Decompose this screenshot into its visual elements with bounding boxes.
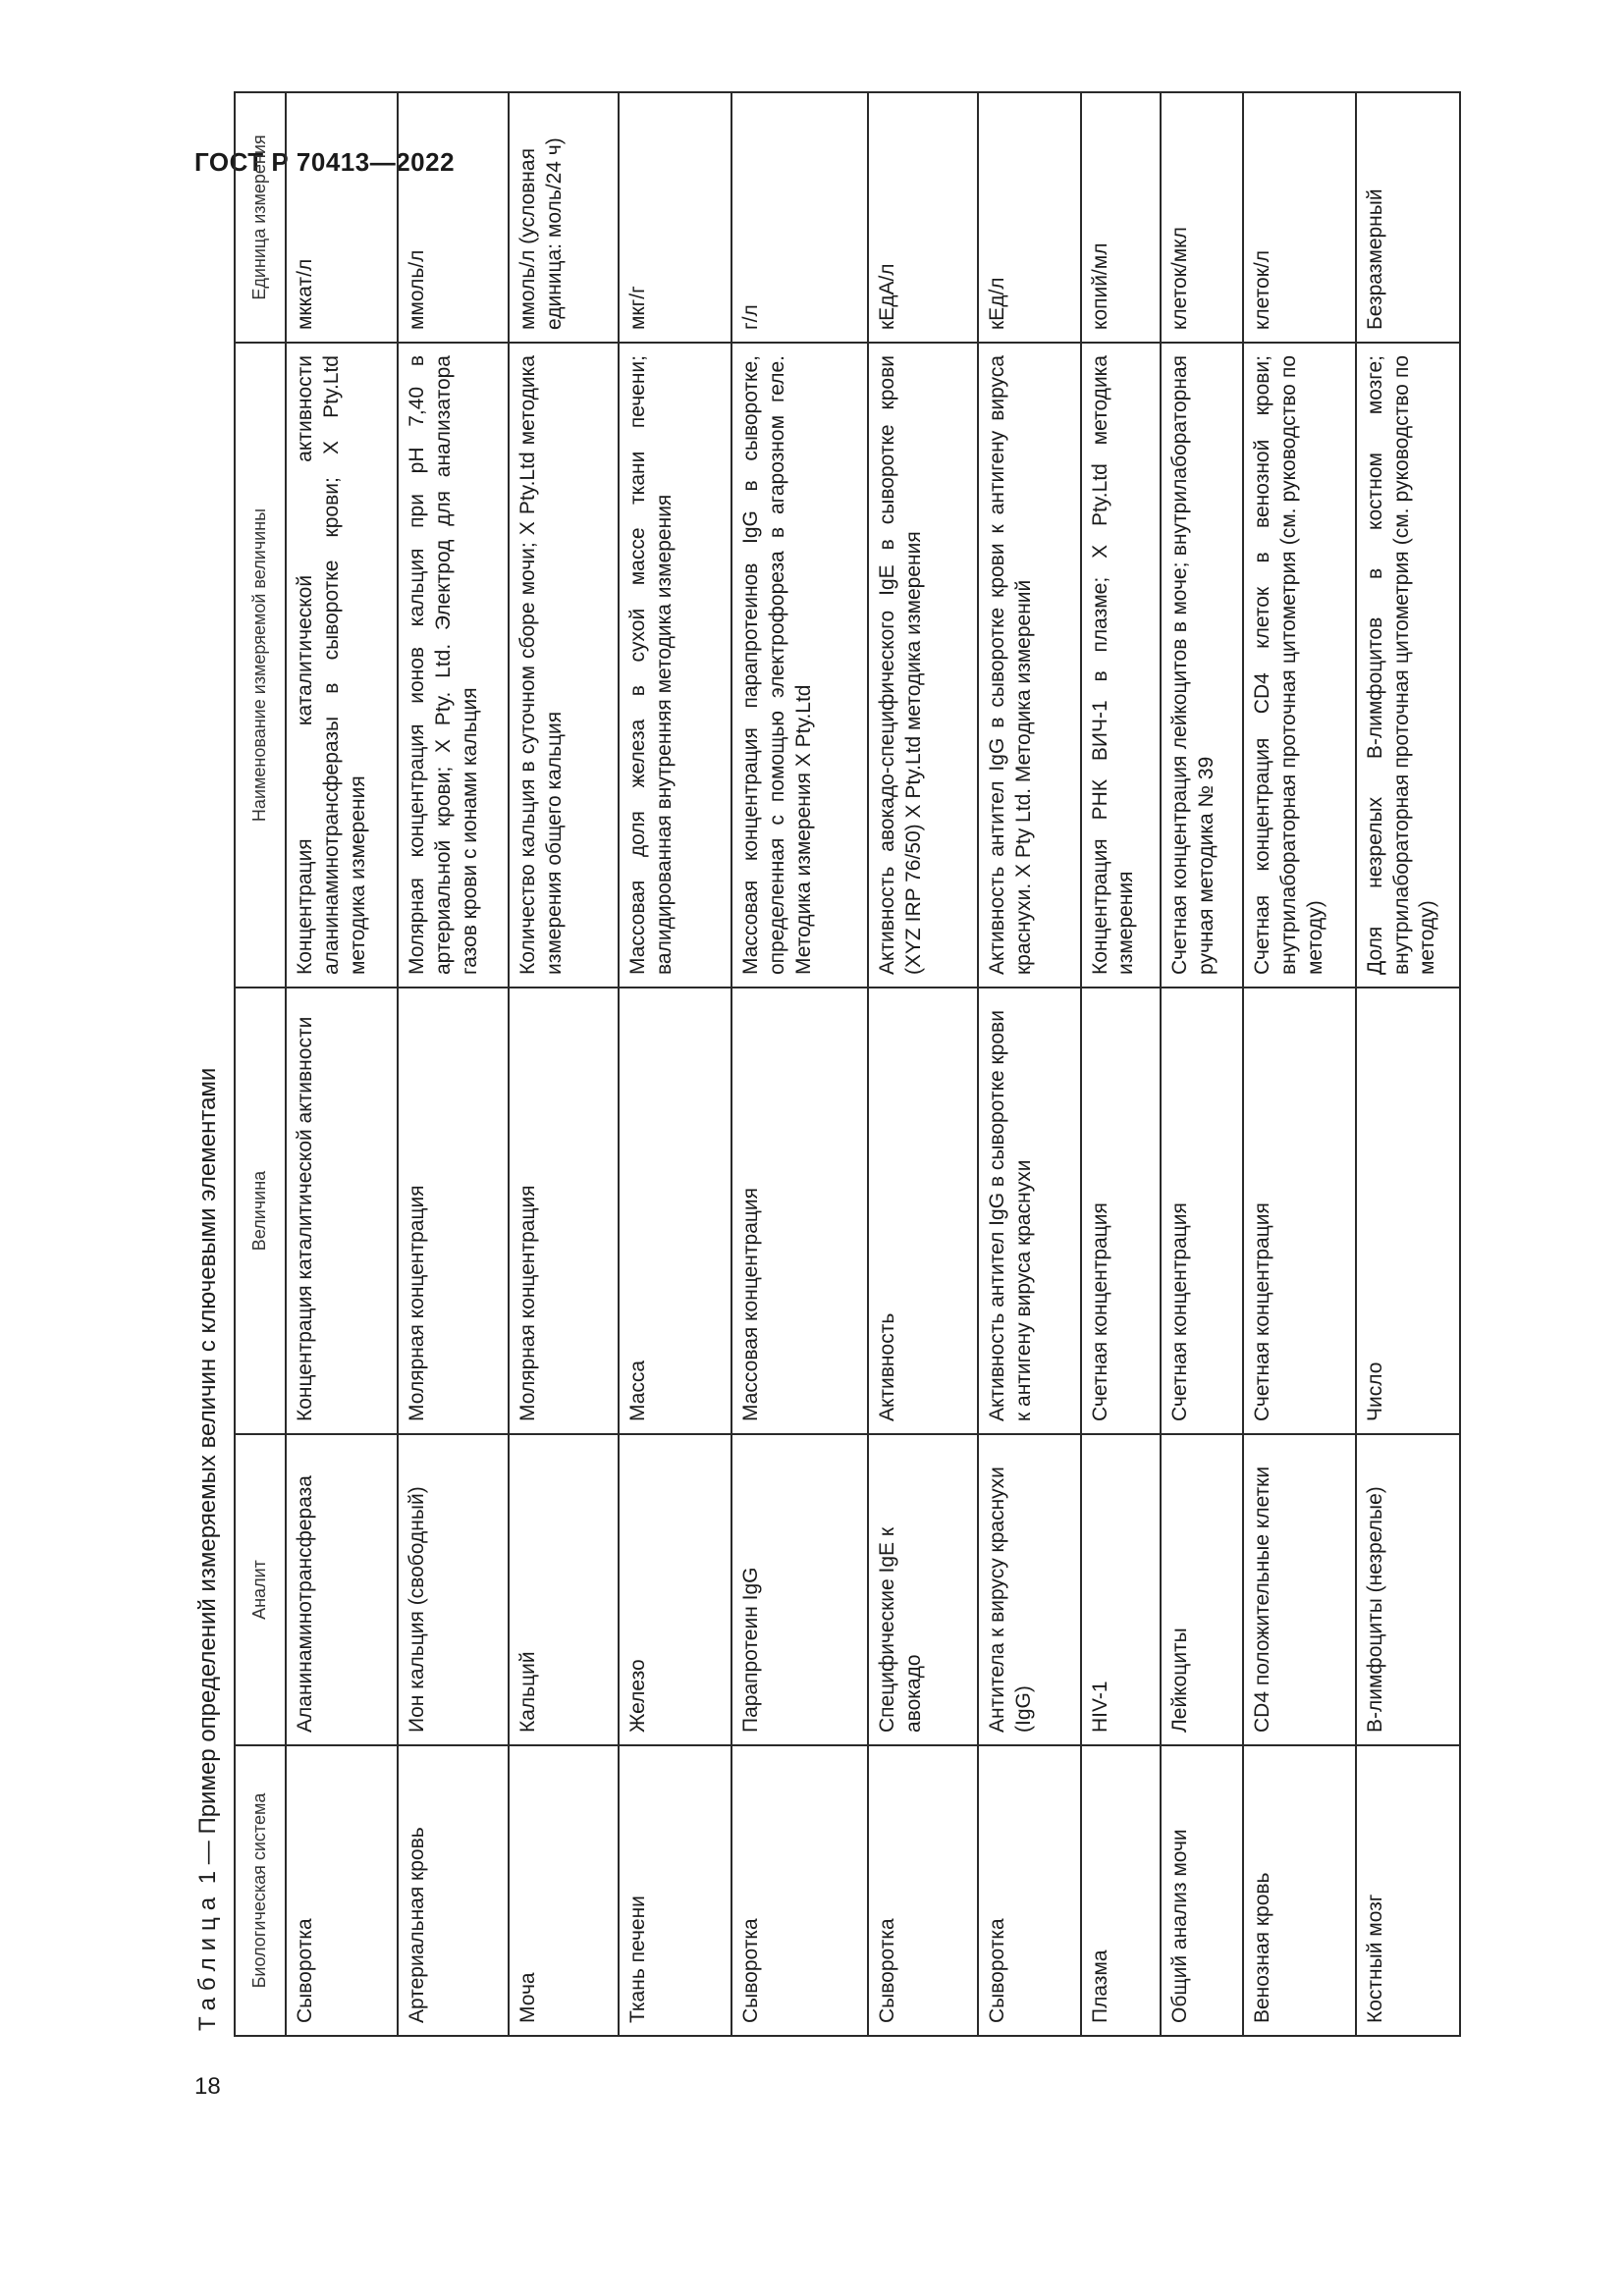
table-cell: Доля незрелых В-лимфоцитов в костном мозге; внутрилабораторная проточная цитометрия (см. руководство по методу): [1356, 343, 1460, 988]
table-cell: В-лимфоциты (незрелые): [1356, 1434, 1460, 1745]
table-row: [1081, 92, 1162, 2036]
table-row: [1243, 92, 1355, 2036]
table-cell: кЕд/л: [978, 92, 1080, 343]
table-cell: Кальций: [509, 1434, 619, 1745]
table-cell: Ткань печени: [619, 1745, 731, 2036]
table-cell: Счетная концентрация лейкоцитов в моче; внутрилабораторная ручная методика № 39: [1161, 343, 1243, 988]
table-cell: Сыворотка: [868, 1745, 978, 2036]
table-cell: Концентрация каталитической активности: [286, 988, 398, 1434]
table-cell: Антитела к вирусу краснухи (IgG): [978, 1434, 1080, 1745]
table-cell: Счетная концентрация: [1081, 988, 1162, 1434]
table-cell: Счетная концентрация CD4 клеток в венозной крови; внутрилабораторная проточная цитометрия (см. руководство по методу): [1243, 343, 1355, 988]
table-cell: мкг/г: [619, 92, 731, 343]
table-cell: HIV-1: [1081, 1434, 1162, 1745]
table-cell: Концентрация РНК ВИЧ-1 в плазме; X Pty.Ltd методика измерения: [1081, 343, 1162, 988]
table-cell: клеток/мкл: [1161, 92, 1243, 343]
table-cell: Количество кальция в суточном сборе мочи; X Pty.Ltd методика измерения общего кальция: [509, 343, 619, 988]
table-cell: Парапротеин IgG: [731, 1434, 868, 1745]
table-cell: Массовая доля железа в сухой массе ткани печени; валидированная внутренняя методика измерения: [619, 343, 731, 988]
table-cell: Активность антител IgG в сыворотке крови к антигену вируса краснухи. X Pty Ltd. Методика измерений: [978, 343, 1080, 988]
table-cell: Сыворотка: [286, 1745, 398, 2036]
table-cell: Молярная концентрация: [398, 988, 508, 1434]
table-cell: клеток/л: [1243, 92, 1355, 343]
table-caption-prefix: Таблица: [194, 1890, 221, 2031]
table-cell: Плазма: [1081, 1745, 1162, 2036]
table-row: [1356, 92, 1460, 2036]
table-cell: Сыворотка: [978, 1745, 1080, 2036]
table-caption-text: 1 — Пример определений измеряемых величин с ключевыми элементами: [194, 1067, 221, 1891]
table-cell: ммоль/л (условная единица: моль/24 ч): [509, 92, 619, 343]
column-header: Аналит: [235, 1434, 286, 1745]
rotated-table-block: [194, 93, 1461, 2037]
table-cell: Аланинаминотрансфераза: [286, 1434, 398, 1745]
table-cell: Лейкоциты: [1161, 1434, 1243, 1745]
document-code: ГОСТ Р 70413—2022: [194, 147, 456, 177]
table-row: [398, 92, 508, 2036]
table-cell: Железо: [619, 1434, 731, 1745]
table-caption: [194, 93, 234, 2037]
column-header: Наименование измеряемой величины: [235, 343, 286, 988]
table-cell: г/л: [731, 92, 868, 343]
table-cell: Сыворотка: [731, 1745, 868, 2036]
column-header: Величина: [235, 988, 286, 1434]
table-row: [619, 92, 731, 2036]
table-cell: Концентрация каталитической активности аланинаминотрансферазы в сыворотке крови; X Pty.Ltd методика измерения: [286, 343, 398, 988]
page-number: 18: [194, 2073, 221, 2100]
table-row: [868, 92, 978, 2036]
table-cell: Костный мозг: [1356, 1745, 1460, 2036]
table-cell: Число: [1356, 988, 1460, 1434]
table-cell: Ион кальция (свободный): [398, 1434, 508, 1745]
table-cell: Активность: [868, 988, 978, 1434]
table-row: [286, 92, 398, 2036]
table-cell: Безразмерный: [1356, 92, 1460, 343]
table-row: [978, 92, 1080, 2036]
table-row: [509, 92, 619, 2036]
table-cell: Моча: [509, 1745, 619, 2036]
table-cell: Активность авокадо-специфического IgE в сыворотке крови (XYZ IRP 76/50) X Pty.Ltd методика измерения: [868, 343, 978, 988]
table-row: [1161, 92, 1243, 2036]
table-cell: Артериальная кровь: [398, 1745, 508, 2036]
column-header: Биологическая система: [235, 1745, 286, 2036]
table-cell: Специфические IgE к авокадо: [868, 1434, 978, 1745]
data-table: [234, 91, 1461, 2037]
table-cell: кЕдА/л: [868, 92, 978, 343]
table-row: [731, 92, 868, 2036]
table-cell: Общий анализ мочи: [1161, 1745, 1243, 2036]
table-cell: ммоль/л: [398, 92, 508, 343]
table-cell: Масса: [619, 988, 731, 1434]
table-cell: Молярная концентрация ионов кальция при pH 7,40 в артериальной крови; X Pty. Ltd. Электрод для анализатора газов крови с ионами кальция: [398, 343, 508, 988]
table-cell: Активность антител IgG в сыворотке крови к антигену вируса краснухи: [978, 988, 1080, 1434]
table-cell: копий/мл: [1081, 92, 1162, 343]
table-cell: Молярная концентрация: [509, 988, 619, 1434]
table-cell: CD4 положительные клетки: [1243, 1434, 1355, 1745]
column-header: Единица измерения: [235, 92, 286, 343]
table-cell: Массовая концентрация парапротеинов IgG в сыворотке, определенная с помощью электрофореза в агарозном геле. Методика измерения X Pty.Ltd: [731, 343, 868, 988]
table-cell: мккат/л: [286, 92, 398, 343]
table-cell: Счетная концентрация: [1161, 988, 1243, 1434]
table-cell: Массовая концентрация: [731, 988, 868, 1434]
table-header-row: [235, 92, 286, 2036]
table-cell: Венозная кровь: [1243, 1745, 1355, 2036]
table-cell: Счетная концентрация: [1243, 988, 1355, 1434]
